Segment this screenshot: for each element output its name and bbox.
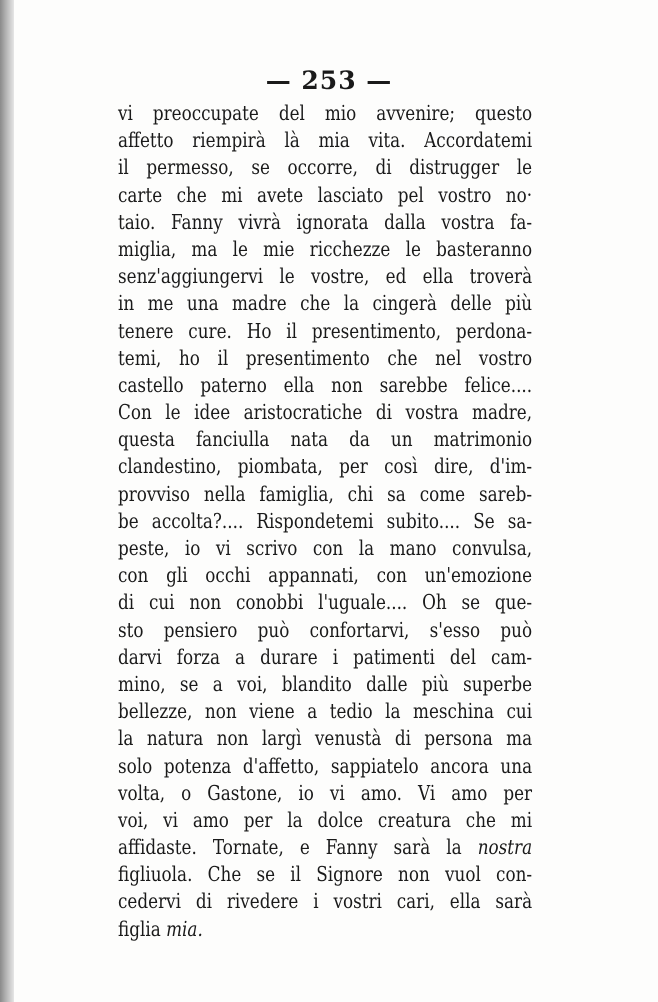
text-line: peste, io vi scrivo con la mano convulsa, <box>118 536 533 560</box>
text-line: questa fanciulla nata da un matrimonio <box>118 427 533 452</box>
text-line: clandestino, piombata, per così dire, d'im- <box>118 454 533 479</box>
text-line: tenere cure. Ho il presentimento, perdona- <box>118 318 533 343</box>
text-line: volta, o Gastone, io vi amo. Vi amo per <box>118 780 533 805</box>
italic-word: mia. <box>166 916 203 941</box>
text-line: vi preoccupate del mio avvenire; questo <box>118 101 533 125</box>
text-line-part: affidaste. Tornate, e Fanny sarà la <box>118 835 462 860</box>
text-line: provviso nella famiglia, chi sa come sareb- <box>118 481 533 506</box>
text-line: figliuola. Che se il Signore non vuol con- <box>118 862 533 887</box>
page-spine-shadow <box>0 0 14 1002</box>
text-line: darvi forza a durare i patimenti del cam- <box>118 644 533 669</box>
text-line: in me una madre che la cingerà delle più <box>118 291 533 316</box>
text-line-part: figlia <box>118 916 161 941</box>
text-line: castello paterno ella non sarebbe felice.... <box>118 372 533 397</box>
text-line-with-italic <box>118 916 532 943</box>
page-number: — 253 — <box>265 66 393 95</box>
text-line: sto pensiero può confortarvi, s'esso può <box>118 617 533 642</box>
text-line: con gli occhi appannati, con un'emozione <box>118 563 533 588</box>
text-line: carte che mi avete lasciato pel vostro no· <box>118 182 533 207</box>
text-line: mino, se a voi, blandito dalle più superbe <box>118 671 533 696</box>
text-line: taio. Fanny vivrà ignorata dalla vostra fa- <box>118 209 533 234</box>
text-line: solo potenza d'affetto, sappiatelo ancora una <box>118 753 533 778</box>
body-text <box>118 100 532 943</box>
text-line: la natura non largì venustà di persona ma <box>118 726 533 751</box>
text-line: temi, ho il presentimento che nel vostro <box>118 345 533 370</box>
text-line: di cui non conobbi l'uguale.... Oh se que- <box>118 590 533 615</box>
text-line: senz'aggiungervi le vostre, ed ella troverà <box>118 264 533 289</box>
text-line: cedervi di rivedere i vostri cari, ella sarà <box>118 889 533 914</box>
text-line-with-italic <box>118 834 532 861</box>
text-line: bellezze, non viene a tedio la meschina cui <box>118 699 533 724</box>
text-line: be accolta?.... Rispondetemi subito.... Se sa- <box>118 508 533 533</box>
text-line: il permesso, se occorre, di distrugger le <box>118 155 533 180</box>
text-line: miglia, ma le mie ricchezze le basteranno <box>118 236 533 261</box>
italic-word: nostra <box>477 835 533 860</box>
text-line: voi, vi amo per la dolce creatura che mi <box>118 807 533 832</box>
text-line: Con le idee aristocratiche di vostra madre, <box>118 400 533 425</box>
text-line: affetto riempirà là mia vita. Accordatemi <box>118 128 533 153</box>
